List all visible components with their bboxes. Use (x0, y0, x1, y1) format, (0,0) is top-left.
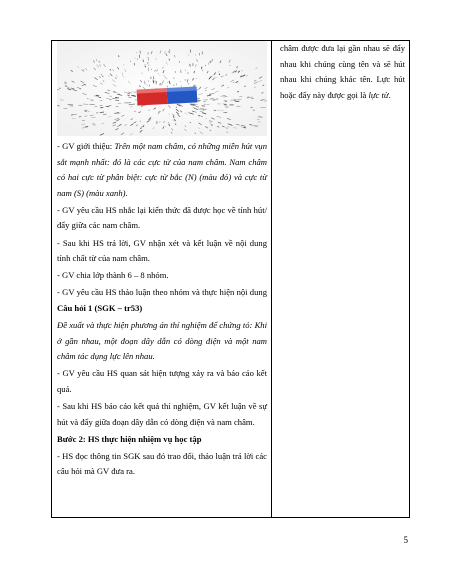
step-2-heading: Bước 2: HS thực hiện nhiệm vụ học tập (57, 433, 202, 444)
iron-filing (115, 97, 119, 98)
student-task-paragraph: - HS đọc thông tin SGK sau đó trao đổi, thảo luận trả lời các câu hỏi mà GV đưa ra. (57, 450, 267, 477)
iron-filing (258, 117, 262, 118)
iron-filing (165, 77, 166, 78)
left-column (57, 41, 267, 481)
iron-filing (201, 67, 202, 69)
iron-filing (163, 67, 164, 69)
page-number: 5 (403, 535, 408, 545)
column-divider (271, 41, 272, 517)
gv-intro-lead: - GV giới thiệu: (57, 141, 115, 151)
observe-report-paragraph: - GV yêu cầu HS quan sát hiện tượng xảy ra và báo cáo kết quả. (57, 368, 267, 394)
group-division-paragraph: - GV chia lớp thành 6 – 8 nhóm. (57, 270, 169, 281)
iron-filing (202, 106, 205, 107)
right-column (280, 41, 405, 105)
group-discussion-paragraph (57, 285, 267, 316)
iron-filing (82, 120, 85, 121)
iron-filing (167, 78, 168, 79)
question-reference: Câu hỏi 1 (SGK – tr53) (57, 302, 143, 313)
iron-filing (92, 124, 94, 125)
gv-introduction-paragraph (57, 139, 267, 201)
teacher-conclusion-paragraph: - Sau khi HS trả lời, GV nhận xét và kết luận về nội dung tính chất từ của nam châm. (57, 237, 267, 264)
magnetic-force-period: . (388, 89, 391, 100)
iron-filing (160, 122, 161, 123)
iron-filing (128, 95, 130, 96)
iron-filing (237, 92, 239, 93)
group-discussion-lead: - GV yêu cầu HS thảo luận theo nhóm và thực hiện nội dung (57, 287, 267, 298)
bar-magnet-iron-filings-image (57, 41, 267, 136)
magnetic-force-text: châm được đưa lại gần nhau sẽ đẩy nhau khi chúng cùng tên và sẽ hút nhau khi chúng khác tên. Lực hút hoặc đẩy này được gọi là (280, 43, 405, 100)
gv-intro-italic: Trên một nam châm, có những miền hút vụn sắt mạnh nhất: đó là các cực từ của nam châm. Nam châm có hai cực từ phân biệt: cực từ bắc (N) (màu đỏ) và cực từ nam (S) (màu xanh). (57, 141, 267, 198)
experiment-conclusion-paragraph: - Sau khi HS báo cáo kết quả thí nghiệm, GV kết luận về sự hút và đẩy giữa đoạn dây dẫn có dòng điện và nam châm. (57, 401, 267, 427)
bar-magnet (137, 86, 198, 105)
iron-filing (164, 75, 165, 76)
magnetic-force-paragraph (280, 41, 405, 103)
lesson-table (51, 40, 410, 518)
recall-instruction-paragraph: - GV yêu cầu HS nhắc lại kiến thức đã được học về tính hút/đẩy giữa các nam châm. (57, 204, 267, 231)
iron-filing (233, 82, 234, 83)
magnetic-force-term: lực từ (368, 89, 389, 100)
iron-filing (176, 107, 177, 108)
iron-filing (202, 70, 203, 71)
experiment-question-paragraph: Đề xuất và thực hiện phương án thí nghiệm để chứng tỏ: Khi ở gần nhau, một đoạn dây dẫn có dòng điện và một nam châm tác dụng lực lên nhau. (57, 320, 267, 362)
iron-filing (214, 110, 217, 111)
magnet-figure (57, 41, 267, 136)
